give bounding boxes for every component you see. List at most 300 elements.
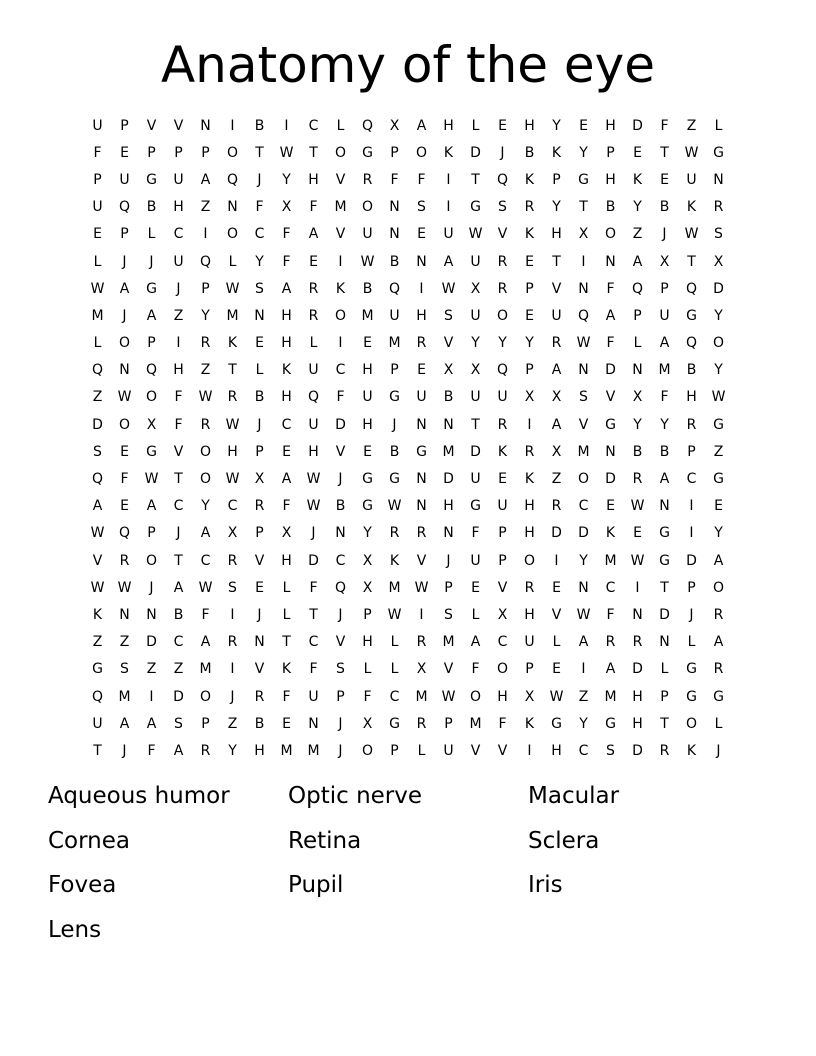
grid-letter: U xyxy=(470,471,481,488)
grid-letter: U xyxy=(470,552,481,569)
grid-letter: M xyxy=(388,579,401,596)
grid-letter: J xyxy=(122,742,127,759)
grid-letter: L xyxy=(417,742,426,759)
grid-letter: R xyxy=(416,335,427,352)
grid-letter: U xyxy=(470,253,481,270)
grid-letter: A xyxy=(173,579,184,596)
grid-letter: Z xyxy=(578,688,589,705)
grid-letter: O xyxy=(199,688,212,705)
grid-letter: V xyxy=(443,661,454,678)
grid-letter: W xyxy=(117,579,132,596)
grid-letter: J xyxy=(230,688,235,705)
grid-letter: L xyxy=(336,117,345,134)
grid-letter: U xyxy=(551,307,562,324)
grid-letter: B xyxy=(335,498,346,515)
grid-letter: I xyxy=(419,606,424,623)
grid-letter: Y xyxy=(552,199,561,216)
grid-letter: G xyxy=(713,471,724,488)
grid-letter: P xyxy=(660,688,669,705)
grid-letter: L xyxy=(228,253,237,270)
grid-letter: Z xyxy=(632,226,643,243)
grid-letter: Q xyxy=(226,171,239,188)
grid-letter: E xyxy=(633,144,642,161)
grid-letter: L xyxy=(282,606,291,623)
grid-letter: H xyxy=(443,498,454,515)
grid-letter: R xyxy=(713,606,724,623)
grid-row xyxy=(84,601,732,628)
grid-letter: H xyxy=(308,171,319,188)
grid-letter: H xyxy=(551,226,562,243)
grid-letter: C xyxy=(578,498,589,515)
grid-letter: W xyxy=(225,416,240,433)
grid-letter: C xyxy=(335,362,346,379)
grid-letter: H xyxy=(524,525,535,542)
grid-letter: Q xyxy=(199,253,212,270)
grid-letter: B xyxy=(146,199,157,216)
grid-letter: U xyxy=(173,253,184,270)
grid-row xyxy=(84,493,732,520)
grid-letter: V xyxy=(254,552,265,569)
grid-letter: N xyxy=(416,498,427,515)
grid-row xyxy=(84,384,732,411)
grid-letter: N xyxy=(146,606,157,623)
grid-letter: C xyxy=(227,498,238,515)
grid-letter: F xyxy=(255,199,264,216)
grid-letter: X xyxy=(227,525,238,542)
grid-letter: I xyxy=(419,280,424,297)
grid-letter: J xyxy=(257,606,262,623)
grid-letter: R xyxy=(632,634,643,651)
grid-letter: Y xyxy=(498,335,507,352)
grid-letter: C xyxy=(605,579,616,596)
grid-letter: H xyxy=(605,171,616,188)
grid-letter: W xyxy=(90,525,105,542)
grid-letter: O xyxy=(496,307,509,324)
grid-letter: X xyxy=(362,579,373,596)
grid-letter: P xyxy=(525,661,534,678)
grid-letter: G xyxy=(713,688,724,705)
grid-letter: S xyxy=(174,715,183,732)
grid-letter: U xyxy=(524,634,535,651)
grid-letter: I xyxy=(689,498,694,515)
grid-letter: O xyxy=(577,471,590,488)
grid-letter: C xyxy=(308,117,319,134)
grid-letter: H xyxy=(416,307,427,324)
grid-letter: U xyxy=(470,307,481,324)
grid-letter: V xyxy=(335,226,346,243)
grid-letter: X xyxy=(470,362,481,379)
grid-letter: K xyxy=(524,226,535,243)
grid-letter: D xyxy=(632,117,643,134)
grid-letter: P xyxy=(201,715,210,732)
grid-letter: Z xyxy=(173,661,184,678)
grid-letter: Q xyxy=(118,199,131,216)
grid-letter: K xyxy=(686,199,697,216)
grid-letter: W xyxy=(387,606,402,623)
grid-letter: V xyxy=(173,443,184,460)
grid-letter: F xyxy=(336,389,345,406)
grid-letter: S xyxy=(417,199,426,216)
grid-letter: F xyxy=(309,199,318,216)
grid-letter: P xyxy=(687,579,696,596)
grid-letter: V xyxy=(497,226,508,243)
grid-letter: H xyxy=(686,389,697,406)
grid-letter: U xyxy=(443,742,454,759)
grid-letter: H xyxy=(524,117,535,134)
grid-row xyxy=(84,710,732,737)
grid-letter: A xyxy=(92,498,103,515)
grid-letter: D xyxy=(470,144,481,161)
word-list-item: Macular xyxy=(528,783,620,809)
grid-letter: P xyxy=(552,171,561,188)
page-title: Anatomy of the eye xyxy=(160,36,656,94)
grid-letter: U xyxy=(497,389,508,406)
grid-letter: G xyxy=(605,416,616,433)
grid-letter: C xyxy=(497,634,508,651)
grid-letter: H xyxy=(443,117,454,134)
grid-letter: J xyxy=(716,742,721,759)
grid-letter: V xyxy=(578,416,589,433)
grid-letter: L xyxy=(363,661,372,678)
grid-letter: X xyxy=(524,389,535,406)
grid-letter: G xyxy=(389,389,400,406)
grid-letter: H xyxy=(524,498,535,515)
grid-letter: P xyxy=(390,742,399,759)
grid-letter: C xyxy=(254,226,265,243)
grid-letter: C xyxy=(308,634,319,651)
grid-letter: K xyxy=(605,525,616,542)
grid-letter: V xyxy=(173,117,184,134)
grid-letter: G xyxy=(92,661,103,678)
grid-letter: M xyxy=(280,742,293,759)
grid-letter: Q xyxy=(388,280,401,297)
grid-letter: S xyxy=(255,280,264,297)
grid-letter: I xyxy=(554,552,559,569)
grid-letter: E xyxy=(498,471,507,488)
grid-letter: E xyxy=(552,579,561,596)
grid-letter: G xyxy=(686,661,697,678)
grid-letter: B xyxy=(254,715,265,732)
grid-letter: P xyxy=(147,335,156,352)
grid-letter: Z xyxy=(686,117,697,134)
grid-letter: Q xyxy=(685,280,698,297)
grid-letter: E xyxy=(552,661,561,678)
grid-letter: Q xyxy=(91,688,104,705)
grid-letter: R xyxy=(416,715,427,732)
grid-letter: C xyxy=(389,688,400,705)
grid-letter: F xyxy=(390,171,399,188)
grid-letter: N xyxy=(416,416,427,433)
grid-letter: S xyxy=(336,661,345,678)
grid-row xyxy=(84,438,732,465)
grid-letter: N xyxy=(578,280,589,297)
grid-letter: R xyxy=(497,253,508,270)
grid-letter: Q xyxy=(361,117,374,134)
grid-letter: Z xyxy=(146,661,157,678)
grid-letter: C xyxy=(281,416,292,433)
grid-letter: F xyxy=(606,280,615,297)
grid-letter: F xyxy=(471,525,480,542)
grid-letter: P xyxy=(606,144,615,161)
grid-letter: R xyxy=(524,443,535,460)
grid-letter: D xyxy=(92,416,103,433)
grid-letter: Y xyxy=(471,335,480,352)
grid-letter: B xyxy=(686,362,697,379)
grid-letter: C xyxy=(335,552,346,569)
grid-letter: G xyxy=(146,280,157,297)
grid-letter: K xyxy=(389,552,400,569)
grid-letter: E xyxy=(255,335,264,352)
grid-letter: X xyxy=(524,688,535,705)
grid-letter: R xyxy=(632,471,643,488)
grid-letter: X xyxy=(362,552,373,569)
grid-letter: U xyxy=(92,117,103,134)
grid-letter: T xyxy=(174,552,183,569)
grid-letter: P xyxy=(120,226,129,243)
grid-letter: Z xyxy=(92,634,103,651)
word-list-item: Sclera xyxy=(528,827,600,854)
grid-letter: N xyxy=(389,199,400,216)
grid-letter: D xyxy=(632,661,643,678)
grid-letter: K xyxy=(335,280,346,297)
grid-letter: F xyxy=(120,471,129,488)
grid-letter: N xyxy=(443,416,454,433)
grid-letter: H xyxy=(254,742,265,759)
grid-letter: V xyxy=(470,742,481,759)
grid-letter: I xyxy=(230,606,235,623)
grid-letter: M xyxy=(118,688,131,705)
grid-letter: P xyxy=(687,443,696,460)
grid-letter: H xyxy=(605,117,616,134)
grid-letter: F xyxy=(471,661,480,678)
grid-letter: R xyxy=(308,307,319,324)
grid-letter: W xyxy=(441,688,456,705)
grid-letter: B xyxy=(173,606,184,623)
grid-letter: I xyxy=(230,661,235,678)
grid-letter: K xyxy=(551,144,562,161)
grid-letter: J xyxy=(662,226,667,243)
grid-letter: L xyxy=(552,634,561,651)
grid-letter: D xyxy=(605,471,616,488)
grid-letter: T xyxy=(471,416,480,433)
grid-letter: R xyxy=(686,416,697,433)
grid-letter: F xyxy=(363,688,372,705)
grid-letter: F xyxy=(147,742,156,759)
grid-letter: I xyxy=(284,117,289,134)
grid-letter: R xyxy=(659,742,670,759)
grid-letter: B xyxy=(659,199,670,216)
grid-letter: F xyxy=(282,226,291,243)
grid-letter: X xyxy=(551,389,562,406)
grid-letter: E xyxy=(309,253,318,270)
grid-letter: P xyxy=(498,552,507,569)
grid-letter: W xyxy=(198,389,213,406)
grid-row xyxy=(84,166,732,193)
grid-letter: A xyxy=(146,307,157,324)
grid-letter: J xyxy=(338,742,343,759)
grid-letter: W xyxy=(468,226,483,243)
grid-letter: C xyxy=(200,552,211,569)
grid-letter: P xyxy=(498,525,507,542)
grid-letter: R xyxy=(605,634,616,651)
grid-letter: Z xyxy=(92,389,103,406)
grid-letter: P xyxy=(201,280,210,297)
grid-letter: P xyxy=(525,280,534,297)
grid-letter: E xyxy=(633,525,642,542)
grid-letter: R xyxy=(497,280,508,297)
word-list-item: Iris xyxy=(528,872,563,898)
grid-letter: O xyxy=(118,416,131,433)
grid-letter: Y xyxy=(579,144,588,161)
grid-letter: F xyxy=(417,171,426,188)
grid-letter: Y xyxy=(363,525,372,542)
grid-letter: U xyxy=(362,226,373,243)
grid-letter: A xyxy=(200,171,211,188)
grid-letter: F xyxy=(660,389,669,406)
grid-letter: I xyxy=(581,253,586,270)
grid-letter: A xyxy=(119,715,130,732)
grid-letter: P xyxy=(255,443,264,460)
grid-letter: T xyxy=(687,253,696,270)
grid-letter: A xyxy=(443,253,454,270)
grid-letter: Y xyxy=(525,335,534,352)
grid-letter: B xyxy=(605,199,616,216)
grid-letter: Z xyxy=(173,307,184,324)
grid-letter: Z xyxy=(227,715,238,732)
grid-letter: N xyxy=(632,606,643,623)
grid-letter: Q xyxy=(685,335,698,352)
grid-letter: M xyxy=(658,362,671,379)
grid-letter: V xyxy=(254,661,265,678)
grid-letter: T xyxy=(174,471,183,488)
grid-letter: P xyxy=(390,144,399,161)
grid-letter: V xyxy=(443,335,454,352)
grid-letter: T xyxy=(579,199,588,216)
grid-letter: H xyxy=(551,742,562,759)
grid-row xyxy=(84,737,732,764)
grid-letter: O xyxy=(145,552,158,569)
grid-letter: T xyxy=(660,144,669,161)
grid-letter: G xyxy=(389,715,400,732)
grid-letter: J xyxy=(122,307,127,324)
grid-letter: H xyxy=(173,199,184,216)
grid-letter: P xyxy=(174,144,183,161)
grid-letter: N xyxy=(443,525,454,542)
grid-letter: C xyxy=(173,498,184,515)
grid-letter: G xyxy=(713,144,724,161)
grid-letter: J xyxy=(257,416,262,433)
grid-letter: R xyxy=(713,661,724,678)
grid-letter: Y xyxy=(228,742,237,759)
grid-letter: D xyxy=(686,552,697,569)
grid-letter: G xyxy=(416,443,427,460)
grid-letter: M xyxy=(226,307,239,324)
word-list-item: Pupil xyxy=(288,872,344,898)
grid-letter: E xyxy=(255,579,264,596)
grid-letter: R xyxy=(200,416,211,433)
grid-letter: Z xyxy=(200,199,211,216)
grid-letter: G xyxy=(686,688,697,705)
grid-letter: U xyxy=(416,389,427,406)
grid-letter: W xyxy=(576,606,591,623)
grid-letter: M xyxy=(199,661,212,678)
grid-letter: J xyxy=(500,144,505,161)
grid-letter: T xyxy=(309,606,318,623)
grid-letter: Y xyxy=(579,715,588,732)
grid-letter: X xyxy=(497,606,508,623)
grid-letter: T xyxy=(309,144,318,161)
grid-letter: F xyxy=(309,579,318,596)
grid-letter: G xyxy=(389,471,400,488)
grid-letter: P xyxy=(93,171,102,188)
grid-letter: U xyxy=(362,389,373,406)
grid-letter: O xyxy=(523,552,536,569)
grid-letter: R xyxy=(416,634,427,651)
grid-letter: U xyxy=(308,688,319,705)
grid-letter: A xyxy=(281,280,292,297)
grid-letter: V xyxy=(416,552,427,569)
grid-letter: J xyxy=(149,579,154,596)
word-list-item: Lens xyxy=(48,916,102,943)
grid-letter: E xyxy=(579,117,588,134)
grid-letter: O xyxy=(226,226,239,243)
grid-letter: M xyxy=(388,335,401,352)
grid-letter: S xyxy=(579,389,588,406)
grid-letter: E xyxy=(417,362,426,379)
grid-letter: U xyxy=(308,362,319,379)
grid-letter: A xyxy=(713,552,724,569)
grid-letter: J xyxy=(122,253,127,270)
grid-letter: W xyxy=(549,688,564,705)
grid-letter: F xyxy=(93,144,102,161)
grid-letter: G xyxy=(551,715,562,732)
grid-letter: R xyxy=(362,171,373,188)
grid-letter: T xyxy=(660,579,669,596)
grid-row xyxy=(84,275,732,302)
grid-letter: A xyxy=(659,335,670,352)
grid-letter: E xyxy=(471,579,480,596)
grid-letter: O xyxy=(199,443,212,460)
grid-letter: E xyxy=(120,144,129,161)
grid-letter: X xyxy=(362,715,373,732)
grid-letter: P xyxy=(201,144,210,161)
grid-letter: I xyxy=(446,171,451,188)
grid-letter: C xyxy=(578,742,589,759)
grid-letter: A xyxy=(713,634,724,651)
grid-letter: T xyxy=(282,634,291,651)
grid-letter: J xyxy=(176,280,181,297)
grid-letter: A xyxy=(416,117,427,134)
grid-letter: O xyxy=(199,471,212,488)
grid-letter: R xyxy=(200,742,211,759)
grid-letter: P xyxy=(525,362,534,379)
grid-letter: Y xyxy=(201,307,210,324)
grid-letter: P xyxy=(633,307,642,324)
grid-letter: V xyxy=(335,634,346,651)
grid-letter: W xyxy=(684,144,699,161)
grid-letter: B xyxy=(389,443,400,460)
grid-letter: Q xyxy=(91,471,104,488)
grid-letter: K xyxy=(281,362,292,379)
grid-letter: U xyxy=(443,226,454,243)
grid-letter: A xyxy=(632,253,643,270)
grid-letter: I xyxy=(581,661,586,678)
grid-letter: N xyxy=(605,253,616,270)
grid-letter: I xyxy=(527,416,532,433)
grid-letter: X xyxy=(281,199,292,216)
grid-letter: W xyxy=(414,579,429,596)
grid-letter: O xyxy=(712,335,725,352)
